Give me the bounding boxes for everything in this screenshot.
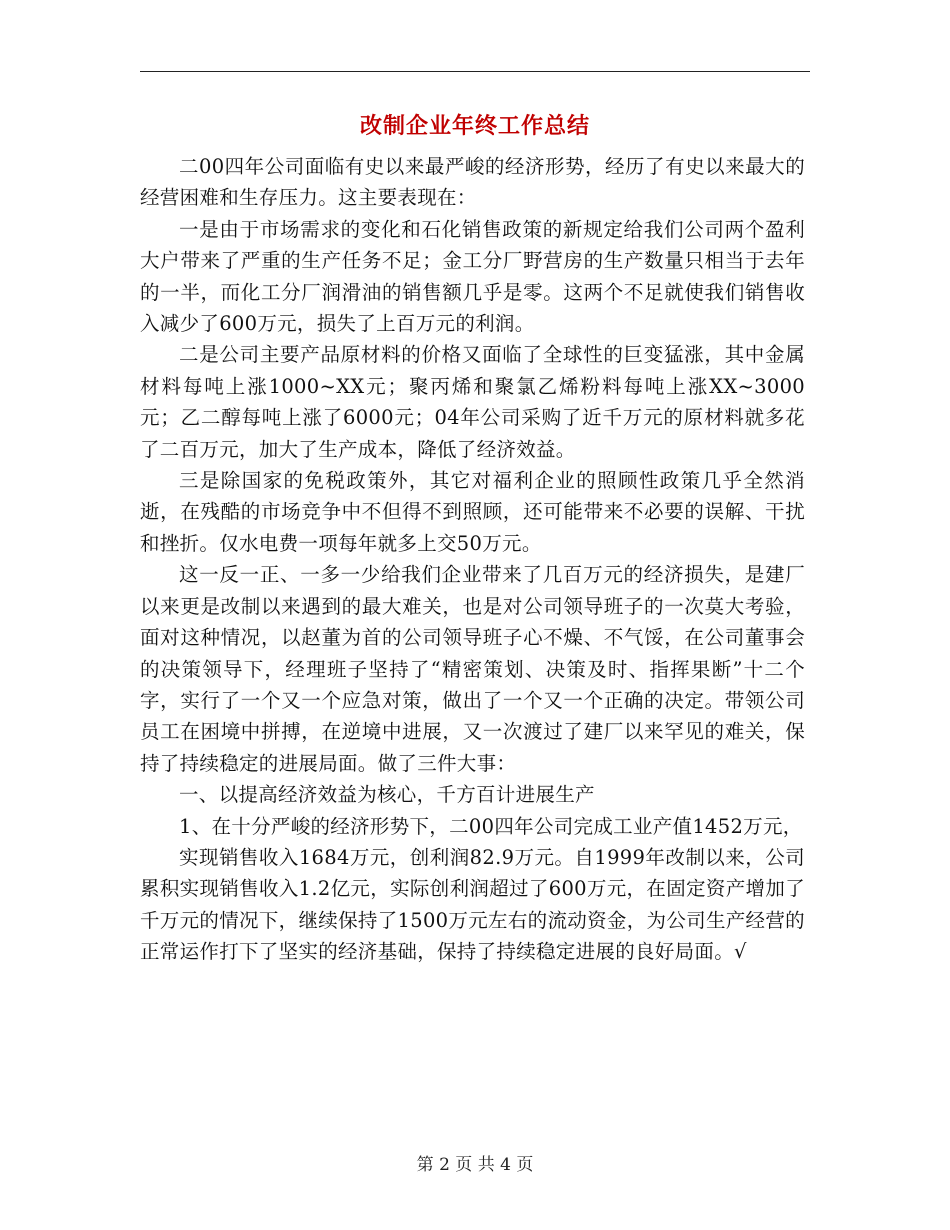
- document-body: [140, 151, 805, 968]
- paragraph-item-one: 1、在十分严峻的经济形势下，二00四年公司完成工业产值1452万元，: [179, 814, 803, 838]
- header-rule: [140, 71, 810, 72]
- page-number-footer: 第 2 页 共 4 页: [416, 1155, 534, 1175]
- paragraph-sales-results: 实现销售收入1684万元，创利润82.9万元。自1999年改制以来，公司累积实现销售收入1.2亿元，实际创利润超过了600万元，在固定资产增加了千万元的情况下，继续保持了1500万元左右的流动资金，为公司生产经营的正常运作打下了坚实的经济基础，保持了持续稳定进展的良好局面。√: [140, 845, 805, 964]
- document-title: 改制企业年终工作总结: [359, 113, 590, 139]
- section-heading: 一、以提高经济效益为核心，千方百计进展生产: [179, 783, 595, 807]
- paragraph-point-one: 一是由于市场需求的变化和石化销售政策的新规定给我们公司两个盈利大户带来了严重的生产任务不足；金工分厂野营房的生产数量只相当于去年的一半，而化工分厂润滑油的销售额几乎是零。这两个不足就使我们销售收入减少了600万元，损失了上百万元的利润。: [140, 217, 805, 336]
- paragraph-intro: 二00四年公司面临有史以来最严峻的经济形势，经历了有史以来最大的经营困难和生存压力。这主要表现在：: [140, 155, 805, 210]
- paragraph-summary: 这一反一正、一多一少给我们企业带来了几百万元的经济损失，是建厂以来更是改制以来遇到的最大难关，也是对公司领导班子的一次莫大考验，面对这种情况，以赵董为首的公司领导班子心不燥、不气馁，在公司董事会的决策领导下，经理班子坚持了“精密策划、决策及时、指挥果断”十二个字，实行了一个又一个应急对策，做出了一个又一个正确的决定。带领公司员工在困境中拼搏，在逆境中进展，又一次渡过了建厂以来罕见的难关，保持了持续稳定的进展局面。做了三件大事：: [140, 563, 805, 775]
- paragraph-point-three: 三是除国家的免税政策外，其它对福利企业的照顾性政策几乎全然消逝，在残酷的市场竞争中不但得不到照顾，还可能带来不必要的误解、干扰和挫折。仅水电费一项每年就多上交50万元。: [140, 469, 805, 555]
- paragraph-point-two: 二是公司主要产品原材料的价格又面临了全球性的巨变猛涨，其中金属材料每吨上涨1000~XX元；聚丙烯和聚氯乙烯粉料每吨上涨XX~3000元；乙二醇每吨上涨了6000元；04年公司采购了近千万元的原材料就多花了二百万元，加大了生产成本，降低了经济效益。: [140, 343, 805, 461]
